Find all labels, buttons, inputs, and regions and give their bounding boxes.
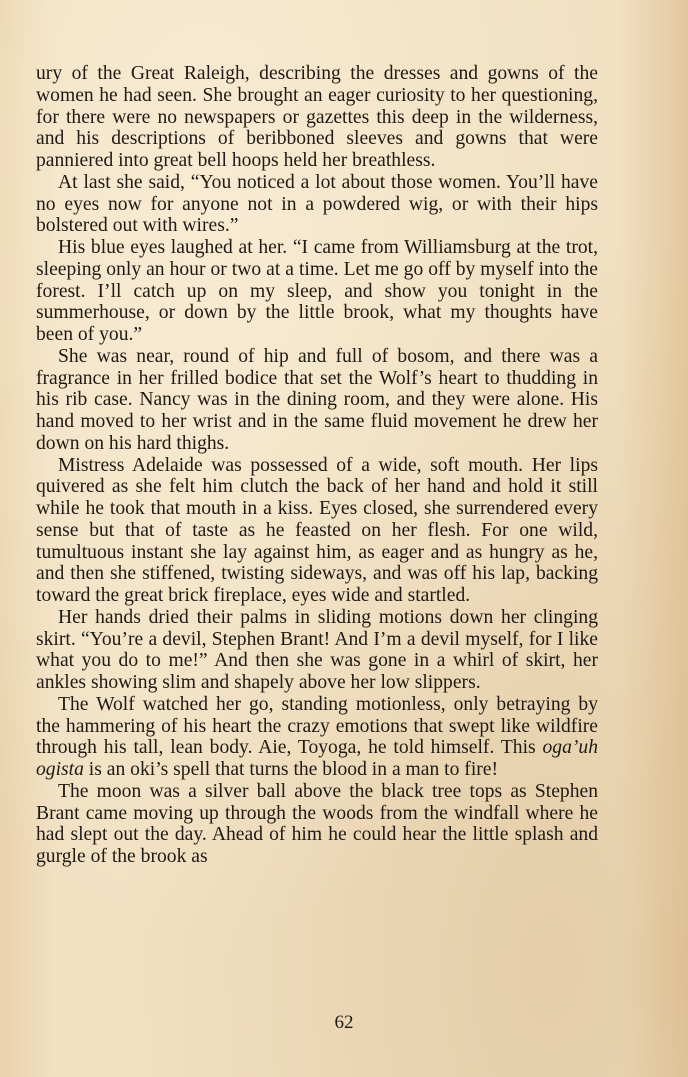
paragraph-text: is an oki’s spell that turns the blood in a man to fire! [83,759,499,780]
paragraph: At last she said, “You noticed a lot about those women. You’ll have no eyes now for anyone not in a powdered wig, or with their hips bolstered out with wires.” [36,171,598,237]
paragraph: The moon was a silver ball above the black tree tops as Stephen Brant came moving up through the woods from the windfall where he had slept out the day. Ahead of him he could hear the little splash and gurgle of the brook as [36,780,598,867]
paragraph: Mistress Adelaide was possessed of a wide, soft mouth. Her lips quivered as she felt him clutch the back of her hand and hold it still while he took that mouth in a kiss. Eyes closed, she surrendered every sense but that of taste as he feasted on her flesh. For one wild, tumultuous instant she lay against him, as eager and as hungry as he, and then she stiffened, twisting sideways, and was off his lap, backing toward the great brick fireplace, eyes wide and startled. [36,454,598,606]
paragraph: His blue eyes laughed at her. “I came from Williamsburg at the trot, sleeping only an hour or two at a time. Let me go off by myself into the forest. I’ll catch up on my sleep, and show you tonight in the summerhouse, or down by the little brook, what my thoughts have been of you.” [36,237,598,345]
body-text [36,63,598,868]
paragraph: She was near, round of hip and full of bosom, and there was a fragrance in her frilled bodice that set the Wolf’s heart to thudding in his rib case. Nancy was in the dining room, and they were alone. His hand moved to her wrist and in the same fluid movement he drew her down on his hard thighs. [36,345,598,454]
paragraph: ury of the Great Raleigh, describing the dresses and gowns of the women he had seen. She brought an eager curiosity to her questioning, for there were no newspapers or gazettes this deep in the wilderness, and his descriptions of beribboned sleeves and gowns that were panniered into great bell hoops held her breathless. [36,63,598,171]
italic-phrase: oga’uh ogista [36,737,598,780]
page-number: 62 [334,1012,354,1033]
paragraph [36,694,598,781]
paragraph: Her hands dried their palms in sliding motions down her clinging skirt. “You’re a devil, Stephen Brant! And I’m a devil myself, for I like what you do to me!” And then she was gone in a whirl of skirt, her ankles showing slim and shapely above her low slippers. [36,606,598,693]
paragraph-text: The Wolf watched her go, standing motionless, only betraying by the hammering of his heart the crazy emotions that swept like wildfire through his tall, lean body. Aie, Toyoga, he told himself. This [36,693,598,759]
